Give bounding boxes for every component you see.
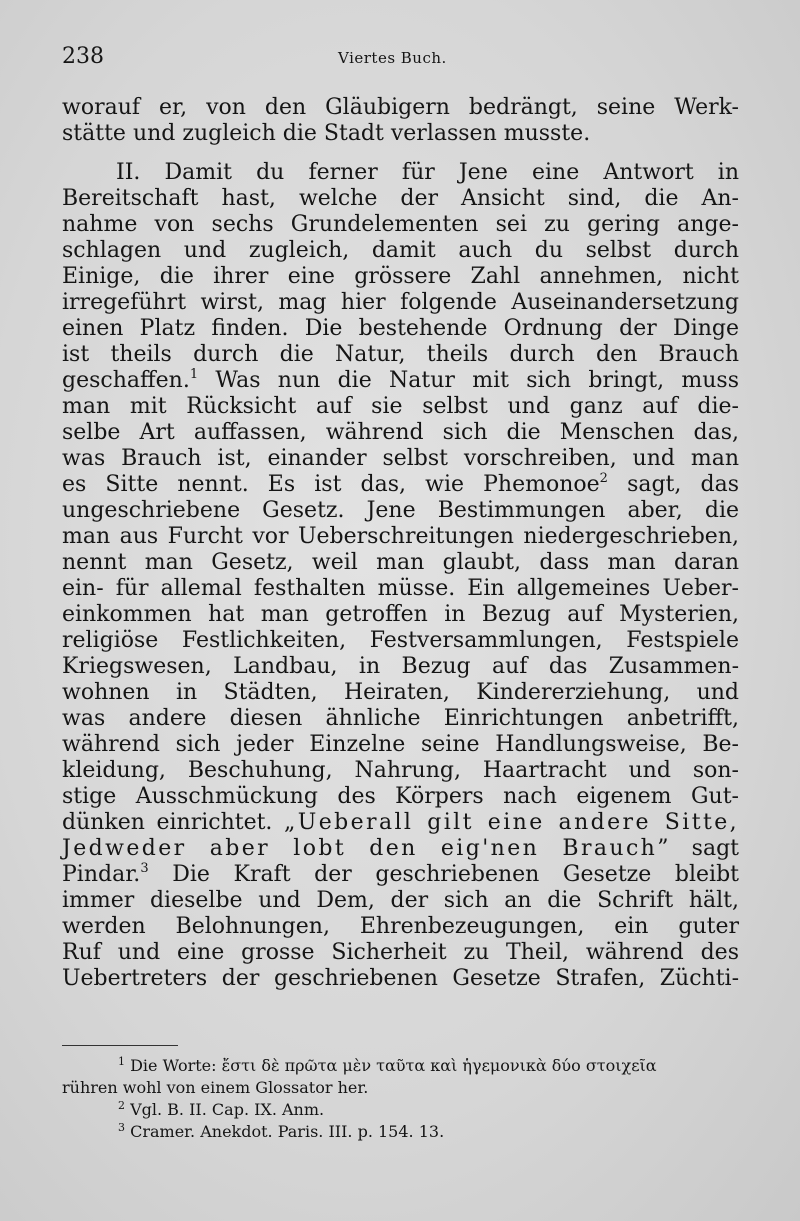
- text-line: man mit Rücksicht auf sie selbst und ganz auf die-: [62, 394, 739, 419]
- text-line: stige Ausschmückung des Körpers nach eigenem Gut-: [62, 784, 739, 809]
- paragraph: [62, 95, 739, 147]
- footnote-ref: 2: [599, 471, 608, 486]
- text-line: nennt man Gesetz, weil man glaubt, dass man daran: [62, 550, 739, 575]
- text-line: worauf er, von den Gläubigern bedrängt, seine Werk-: [62, 95, 739, 120]
- text-line: Uebertreters der geschriebenen Gesetze Strafen, Züchti-: [62, 966, 739, 991]
- text-line: was Brauch ist, einander selbst vorschreiben, und man: [62, 446, 739, 471]
- text-line: dünken einrichtet. „Ueberall gilt eine andere Sitte,: [62, 810, 740, 835]
- text-line: geschaffen.$^1$ Was nun die Natur mit sich bringt, muss: [62, 367, 739, 393]
- text-line: wohnen in Städten, Heiraten, Kindererziehung, und: [62, 680, 739, 705]
- spaced-quote: „Ueberall gilt eine andere Sitte,: [283, 810, 740, 835]
- text-line: es Sitte nennt. Es ist das, wie Phemonoe$^2$ sagt, das: [62, 471, 739, 497]
- text-line: ist theils durch die Natur, theils durch den Brauch: [62, 342, 739, 367]
- text-line: Kriegswesen, Landbau, in Bezug auf das Zusammen-: [62, 654, 739, 679]
- footnote-number: 3: [118, 1121, 125, 1134]
- text-line: Bereitschaft hast, welche der Ansicht sind, die An-: [62, 186, 739, 211]
- body-text: [62, 95, 739, 992]
- text-line: man aus Furcht vor Ueberschreitungen niedergeschrieben,: [62, 524, 739, 549]
- text-line: immer dieselbe und Dem, der sich an die Schrift hält,: [62, 888, 739, 913]
- paragraph: [62, 160, 739, 992]
- footnote: $^1$ Die Worte: ἔστι δὲ πρῶτα μὲν ταῦτα καὶ ἡγεμονικὰ δύο στοιχεῖα: [118, 1055, 657, 1075]
- page-number: 238: [62, 44, 104, 69]
- text-line: II. Damit du ferner für Jene eine Antwort in: [116, 160, 739, 185]
- text-line: was andere diesen ähnliche Einrichtungen anbetrifft,: [62, 706, 739, 731]
- text-line: kleidung, Beschuhung, Nahrung, Haartracht und son-: [62, 758, 739, 783]
- text-line: während sich jeder Einzelne seine Handlungsweise, Be-: [62, 732, 739, 757]
- text-line: ungeschriebene Gesetz. Jene Bestimmungen aber, die: [62, 498, 739, 523]
- footnote-ref: 1: [189, 367, 199, 382]
- text-line: selbe Art auffassen, während sich die Menschen das,: [62, 420, 739, 445]
- footnote-number: 2: [118, 1099, 125, 1112]
- text-line: stätte und zugleich die Stadt verlassen musste.: [62, 121, 591, 146]
- footnote-ref: 3: [140, 861, 149, 876]
- text-line: religiöse Festlichkeiten, Festversammlungen, Festspiele: [62, 628, 739, 653]
- footnote: rühren wohl von einem Glossator her.: [62, 1078, 369, 1097]
- footnote: $^3$ Cramer. Anekdot. Paris. III. p. 154. 13.: [118, 1121, 445, 1141]
- text-line: irregeführt wirst, mag hier folgende Auseinandersetzung: [62, 290, 739, 315]
- footnotes: [62, 1055, 749, 1143]
- footnote-rule: [62, 1045, 178, 1046]
- page-header: [62, 44, 739, 74]
- running-title: Viertes Buch.: [338, 49, 447, 67]
- text-line: Pindar.$^3$ Die Kraft der geschriebenen Gesetze bleibt: [62, 861, 739, 887]
- text-line: Einige, die ihrer eine grössere Zahl annehmen, nicht: [62, 264, 739, 289]
- text-line: Jedweder aber lobt den eig'nen Brauch” sagt: [62, 836, 739, 861]
- footnote-number: 1: [118, 1055, 125, 1068]
- text-line: werden Belohnungen, Ehrenbezeugungen, ein guter: [62, 914, 739, 939]
- footnote: $^2$ Vgl. B. II. Cap. IX. Anm.: [118, 1099, 325, 1119]
- spaced-quote: Jedweder aber lobt den eig'nen Brauch”: [62, 836, 671, 861]
- text-line: schlagen und zugleich, damit auch du selbst durch: [62, 238, 739, 263]
- text-line: einen Platz finden. Die bestehende Ordnung der Dinge: [62, 316, 739, 341]
- text-line: ein- für allemal festhalten müsse. Ein allgemeines Ueber-: [62, 576, 739, 601]
- text-line: Ruf und eine grosse Sicherheit zu Theil, während des: [62, 940, 739, 965]
- text-line: nahme von sechs Grundelementen sei zu gering ange-: [62, 212, 739, 237]
- text-line: einkommen hat man getroffen in Bezug auf Mysterien,: [62, 602, 739, 627]
